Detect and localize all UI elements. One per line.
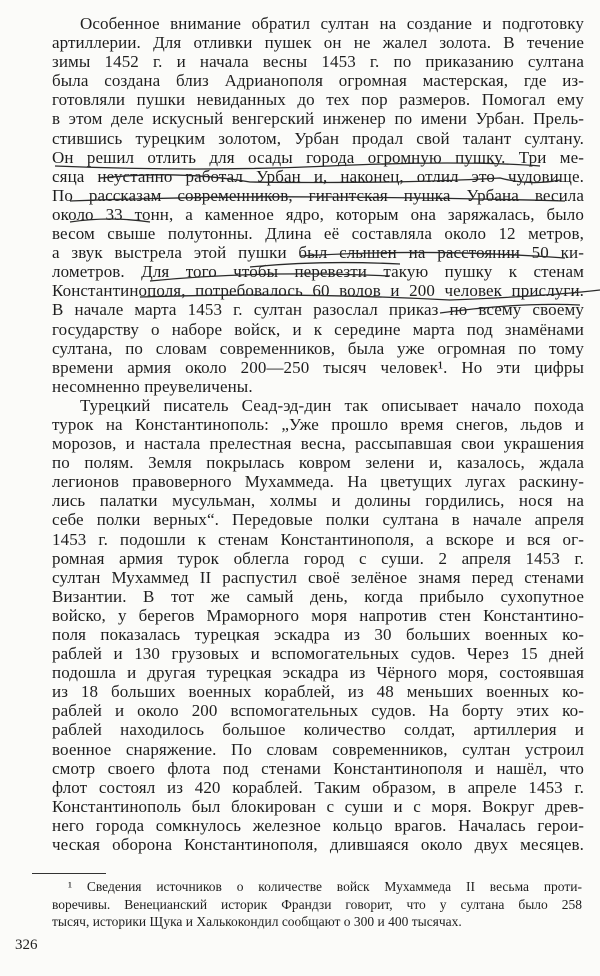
footnote-line: ¹ Сведения источников о количестве войск Мухаммеда II весьма проти- <box>68 879 582 894</box>
text-line: В начале марта 1453 г. султан разослал приказ по всему своему <box>52 300 584 320</box>
text-line: войско, у берегов Мраморного моря напротив стен Константино- <box>52 605 584 625</box>
text-line: 1453 г. подошли к стенам Константинополя, а вскоре и вся ог- <box>52 529 584 549</box>
text-line: государству о наборе войск, и к середине марта под знамёнами <box>52 319 584 339</box>
footnote <box>52 878 582 931</box>
text-line: него города сомкнулось железное кольцо врагов. Началась герои- <box>52 815 584 835</box>
text-line: турок на Константинополь: „Уже прошло время снегов, льдов и <box>52 414 584 434</box>
footnote-line: воречивы. Венецианский историк Франдзи говорит, что у султана было 258 <box>52 896 582 912</box>
page-number: 326 <box>15 937 38 953</box>
text-line: была создана близ Адрианополя огромная мастерская, где из- <box>52 71 584 91</box>
text-line: султана, по словам современников, была уже огромная по тому <box>52 338 584 358</box>
text-line: лометров. Для того чтобы перевезти такую пушку к стенам <box>52 262 584 282</box>
text-line: морозов, и настала прелестная весна, рассыпавшая свои украшения <box>52 434 584 454</box>
text-line: По рассказам современников, гигантская пушка Урбана весила <box>52 185 584 205</box>
text-line: готовляли пушки невиданных до тех пор размеров. Помогал ему <box>52 90 584 110</box>
text-line: Византии. В тот же самый день, когда прибыло сухопутное <box>52 586 584 606</box>
text-line: ческая оборона Константинополя, длившаяся около двух месяцев. <box>52 835 584 855</box>
text-line: Константинополя, потребовалось 60 волов и 200 человек прислуги. <box>52 281 584 301</box>
text-line: легионов правоверного Мухаммеда. На цветущих лугах раскину- <box>52 472 584 492</box>
text-line: Турецкий писатель Сеад-эд-дин так описывает начало похода <box>80 395 584 415</box>
footnote-divider <box>32 873 106 874</box>
text-line: из 18 больших военных кораблей, из 48 меньших военных ко- <box>52 682 584 702</box>
text-line: стившись турецким золотом, Урбан продал свой талант султану. <box>52 128 584 148</box>
text-line: Константинополь был блокирован с суши и с моря. Вокруг древ- <box>52 796 584 816</box>
text-line: по полям. Земля покрылась ковром зелени и, казалось, ждала <box>52 453 584 473</box>
text-line: лись палатки мусульман, холмы и долины гордились, нося на <box>52 491 584 511</box>
text-line: раблей и 130 грузовых и вспомогательных судов. Через 15 дней <box>52 644 584 664</box>
text-line: подошла и другая турецкая эскадра из Чёрного моря, состоявшая <box>52 663 584 683</box>
text-line: флот состоял из 420 кораблей. Таким образом, в апреле 1453 г. <box>52 777 584 797</box>
text-line: весом свыше полутонны. Длина её составляла около 12 метров, <box>52 224 584 244</box>
text-line: себе полки верных“. Передовые полки султана в начале апреля <box>52 510 584 530</box>
text-line: султан Мухаммед II распустил своё зелёное знамя перед стенами <box>52 567 584 587</box>
text-line: сяца неустанно работал Урбан и, наконец, отлил это чудовище. <box>52 166 584 186</box>
text-line: в этом деле искусный венгерский инженер по имени Урбан. Прель- <box>52 109 584 129</box>
footnote-line: тысяч, историки Щука и Халькокондил сообщают о 300 и 400 тысячах. <box>52 914 462 929</box>
body-text <box>52 14 584 854</box>
text-line: около 33 тонн, а каменное ядро, которым она заряжалась, было <box>52 204 584 224</box>
text-line: а звук выстрела этой пушки был слышен на расстоянии 50 ки- <box>52 243 584 263</box>
text-line: Особенное внимание обратил султан на создание и подготовку <box>80 14 584 33</box>
text-line: артиллерии. Для отливки пушек он не жалел золота. В течение <box>52 33 584 53</box>
text-line: зимы 1452 г. и начала весны 1453 г. по приказанию султана <box>52 52 584 72</box>
text-line: ромная армия турок облегла город с суши. 2 апреля 1453 г. <box>52 548 584 568</box>
text-line: несомненно преувеличены. <box>52 376 253 396</box>
text-line: времени армия около 200—250 тысяч человек¹. Но эти цифры <box>52 357 584 377</box>
text-line: военное снаряжение. По словам современников, султан устроил <box>52 739 584 759</box>
text-line: Он решил отлить для осады города огромную пушку. Три ме- <box>52 147 584 167</box>
text-line: смотр своего флота под стенами Константинополя и нашёл, что <box>52 758 584 778</box>
text-line: раблей и около 200 вспомогательных судов. На борту этих ко- <box>52 701 584 721</box>
text-line: поля показалась турецкая эскадра из 30 больших военных ко- <box>52 625 584 644</box>
text-line: раблей находилось большое количество солдат, артиллерия и <box>52 720 584 740</box>
